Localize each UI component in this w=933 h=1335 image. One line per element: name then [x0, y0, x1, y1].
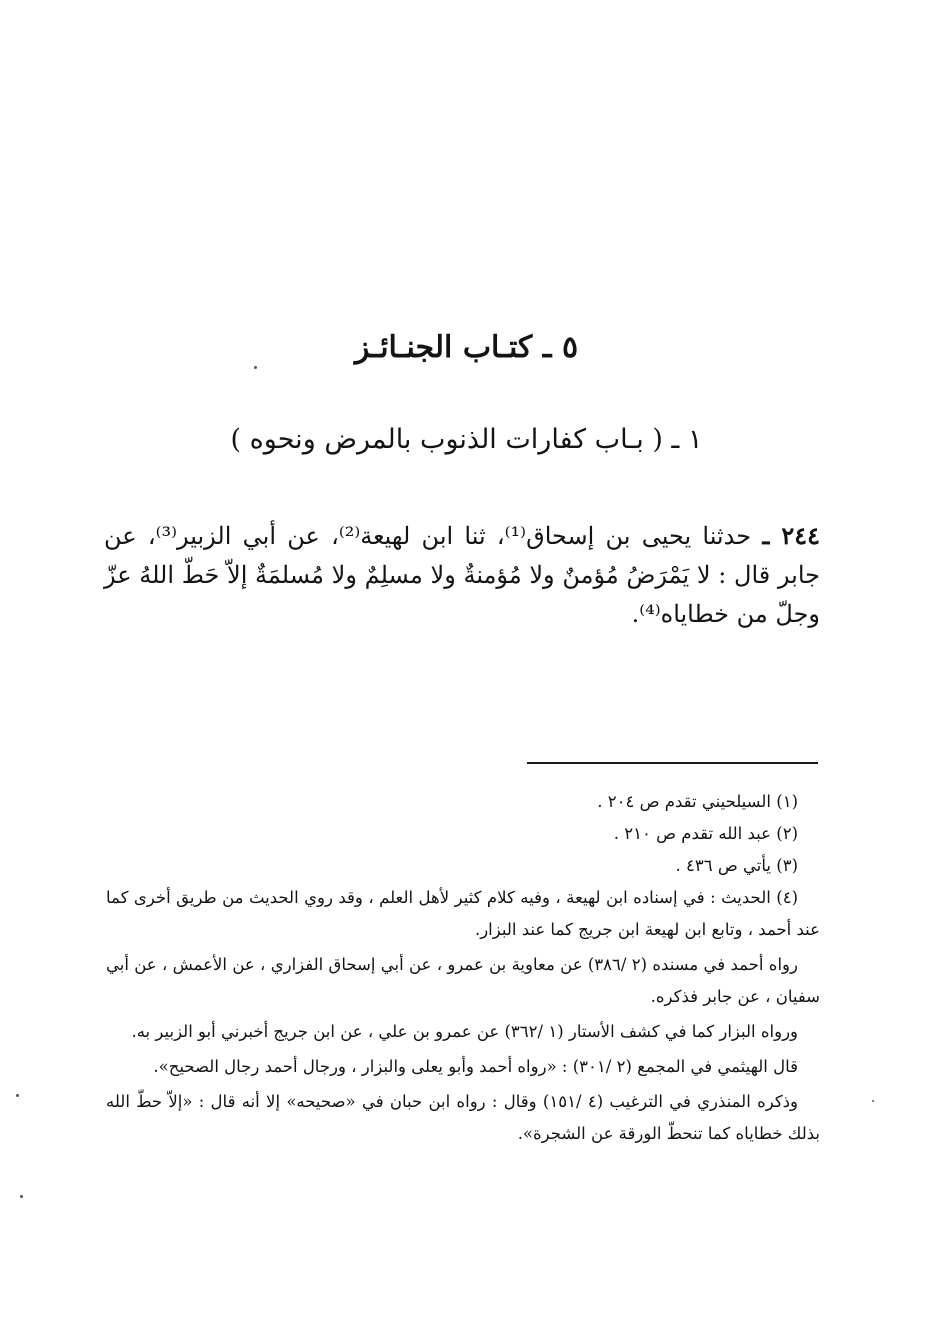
- hadith-text: حدثنا يحيى بن إسحاق⁽¹⁾، ثنا ابن لهيعة⁽²⁾، عن أبي الزبير⁽³⁾، عن جابر قال : لا يَمْرَضُ مُؤمنٌ ولا مُؤمنةٌ ولا مسلِمٌ ولا مُسلمَةٌ إلاّ حَطّ اللهُ عزّ وجلّ من خطاياه⁽⁴⁾.: [104, 522, 820, 628]
- footnote-4-haythami: قال الهيثمي في المجمع (٢ /٣٠١) : «رواه أحمد وأبو يعلى والبزار ، ورجال أحمد رجال الصحيح».: [153, 1057, 798, 1076]
- scan-speck: [254, 366, 257, 369]
- footnote-4: (٤) الحديث : في إسناده ابن لهيعة ، وفيه كلام كثير لأهل العلم ، وقد روي الحديث من طريق أخرى كما عند أحمد ، وتابع ابن لهيعة ابن جريج كما عند البزار.: [106, 888, 820, 939]
- hadith-paragraph: [104, 516, 820, 634]
- scan-speck: [872, 1100, 874, 1102]
- hadith-number: ٢٤٤ ـ: [762, 521, 820, 550]
- footnotes: [106, 786, 820, 1150]
- footnote-2: (٢) عبد الله تقدم ص ٢١٠ .: [613, 824, 798, 843]
- scan-speck: [20, 1195, 23, 1198]
- footnote-1: (١) السيلحيني تقدم ص ٢٠٤ .: [597, 792, 798, 811]
- footnote-divider: [527, 762, 818, 764]
- footnote-3: (٣) يأتي ص ٤٣٦ .: [675, 856, 798, 875]
- book-title: ٥ ـ كتـاب الجنـائـز: [354, 330, 579, 365]
- chapter-title: ١ ـ ( بـاب كفارات الذنوب بالمرض ونحوه ): [230, 424, 703, 455]
- scan-speck: [16, 1094, 19, 1097]
- footnote-4-ahmad: رواه أحمد في مسنده (٢ /٣٨٦) عن معاوية بن عمرو ، عن أبي إسحاق الفزاري ، عن الأعمش ، عن أبي سفيان ، عن جابر فذكره.: [106, 955, 820, 1006]
- footnote-4-mundhiri: وذكره المنذري في الترغيب (٤ /١٥١) وقال : رواه ابن حبان في «صحيحه» إلا أنه قال : «إلاّ حطّ الله بذلك خطاياه كما تنحطّ الورقة عن الشجرة».: [106, 1092, 820, 1143]
- footnote-4-bazzar: ورواه البزار كما في كشف الأستار (١ /٣٦٢) عن عمرو بن علي ، عن ابن جريج أخبرني أبو الزبير به.: [131, 1022, 798, 1041]
